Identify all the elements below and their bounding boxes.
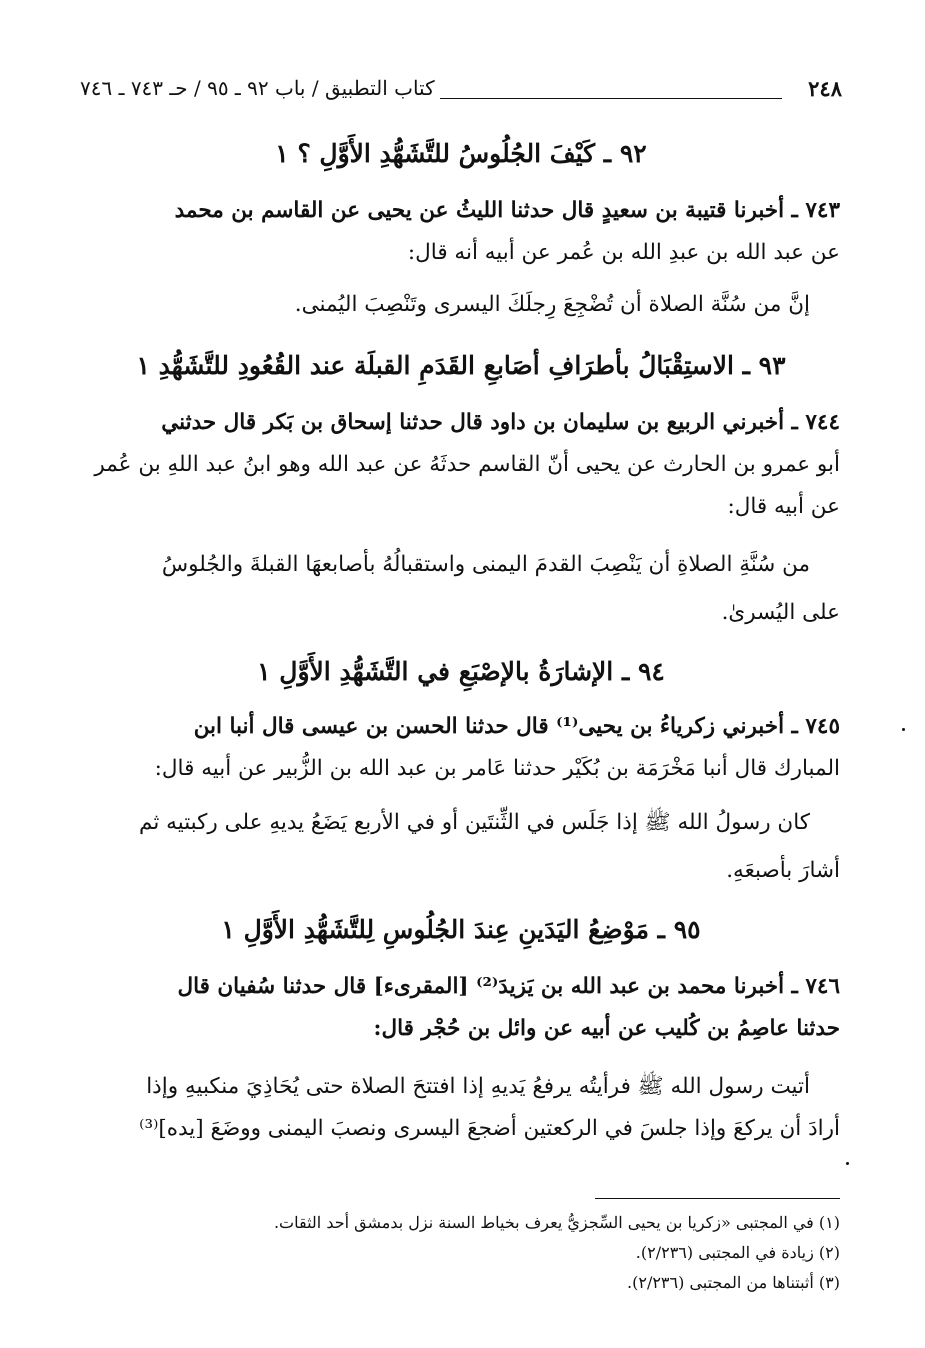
running-title: كتاب التطبيق / باب ٩٢ ـ ٩٥ / حـ ٧٤٣ ـ ٧٤٦ — [80, 76, 435, 100]
hadith-745-matn-line-2: أشارَ بأصبعَهِ. — [726, 858, 840, 883]
page-number: ٢٤٨ — [808, 76, 842, 101]
section-heading-95: ٩٥ ـ مَوْضِعُ اليَدَينِ عِندَ الجُلُوسِ لِلتَّشَهُّدِ الأَوَّلِ ١ — [221, 915, 701, 944]
hadith-744-isnad-line-2: أبو عمرو بن الحارث عن يحيى أنّ القاسم حدثَهُ عن عبد الله وهو ابنُ عبد اللهِ بن عُمر — [94, 452, 840, 477]
hadith-746-isnad-line-1: ٧٤٦ ـ أخبرنا محمد بن عبد الله بن يَزيدَ⁽²⁾ [المقرىء] قال حدثنا سُفيان قال — [177, 974, 840, 999]
hadith-746-isnad-line-2: حدثنا عاصِمُ بن كُليب عن أبيه عن وائل بن حُجْر قال: — [373, 1016, 840, 1041]
hadith-746-matn-line-1: أتيت رسول الله ﷺ فرأيتُه يرفعُ يَديهِ إذا افتتحَ الصلاة حتى يُحَاذِيَ منكبيهِ وإذا — [146, 1074, 810, 1099]
hadith-744-matn-line-2: على اليُسرىٰ. — [721, 600, 840, 625]
hadith-743-isnad-line-2: عن عبد الله بن عبدِ الله بن عُمر عن أبيه أنه قال: — [407, 240, 840, 265]
section-heading-94: ٩٤ ـ الإشارَةُ بالإصْبَعِ في التَّشَهُّدِ الأَوَّلِ ١ — [257, 657, 665, 686]
hadith-744-isnad-line-3: عن أبيه قال: — [727, 494, 840, 519]
footnote-rule — [595, 1198, 840, 1199]
section-heading-93: ٩٣ ـ الاستِقْبَالُ بأطرَافِ أصَابعِ القَدَمِ القبلَة عند القُعُودِ للتَّشَهُّدِ ١ — [136, 351, 786, 380]
hadith-745-isnad-line-2: المبارك قال أنبا مَخْرَمَة بن بُكَيْر حدثنا عَامر بن عبد الله بن الزُّبير عن أبيه قال: — [154, 756, 840, 781]
hadith-743-matn-line-1: إنَّ من سُنَّة الصلاة أن تُضْجِعَ رِجلَكَ اليسرى وتَنْصِبَ اليُمنى. — [294, 292, 810, 317]
hadith-744-matn-line-1: من سُنَّةِ الصلاةِ أن يَنْصِبَ القدمَ اليمنى واستقبالُهُ بأصابعهَا القبلةَ والجُلوسُ — [161, 552, 810, 577]
hadith-743-isnad-line-1: ٧٤٣ ـ أخبرنا قتيبة بن سعيدٍ قال حدثنا الليثُ عن يحيى عن القاسم بن محمد — [174, 198, 840, 223]
margin-dot — [902, 728, 905, 731]
footnote-1: (١) في المجتبى «زكريا بن يحيى السِّجزيُّ يعرف بخياط السنة نزل بدمشق أحد الثقات. — [273, 1213, 840, 1232]
hadith-745-matn-line-1: كان رسولُ الله ﷺ إذا جَلَس في الثِّنتَين أو في الأربع يَضَعُ يديهِ على ركبتيه ثم — [139, 810, 810, 835]
margin-dot — [846, 1162, 849, 1165]
hadith-745-isnad-line-1: ٧٤٥ ـ أخبرني زكرياءُ بن يحيى⁽¹⁾ قال حدثنا الحسن بن عيسى قال أنبا ابن — [193, 714, 840, 739]
header-rule — [440, 98, 782, 99]
page-header — [80, 76, 842, 110]
footnote-3: (٣) أثبتناها من المجتبى (٢/٢٣٦). — [627, 1273, 840, 1292]
footnote-2: (٢) زيادة في المجتبى (٢/٢٣٦). — [635, 1243, 840, 1262]
hadith-744-isnad-line-1: ٧٤٤ ـ أخبرني الربيع بن سليمان بن داود قال حدثنا إسحاق بن بَكر قال حدثني — [161, 410, 840, 435]
section-heading-92: ٩٢ ـ كَيْفَ الجُلُوسُ للتَّشَهُّدِ الأَوَّلِ ؟ ١ — [275, 139, 647, 168]
hadith-746-matn-line-2: أرادَ أن يركعَ وإذا جلسَ في الركعتين أضجعَ اليسرى ونصبَ اليمنى ووضَعَ [يده]⁽³⁾ — [139, 1116, 840, 1141]
